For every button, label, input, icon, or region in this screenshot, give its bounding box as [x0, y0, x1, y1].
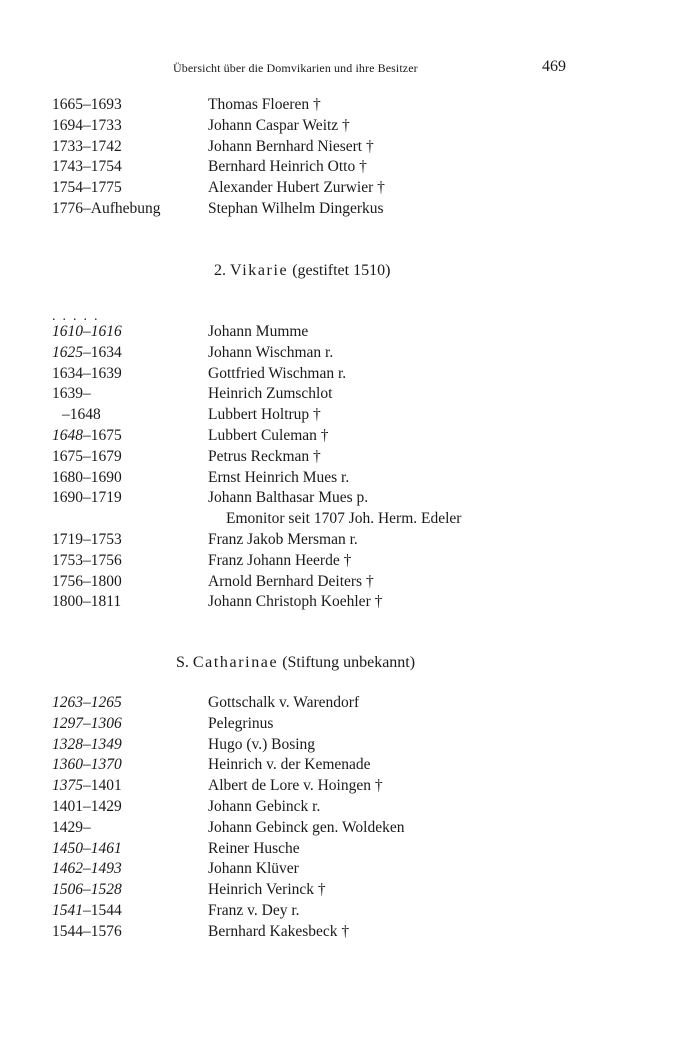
section-heading — [214, 262, 390, 280]
entry-years — [52, 901, 122, 922]
entry-years-text: 1625 — [52, 343, 83, 361]
entry-name: Petrus Reckman † — [208, 447, 321, 465]
list-item — [0, 178, 700, 199]
entry-name: Gottfried Wischman r. — [208, 364, 347, 382]
section-heading — [176, 654, 415, 672]
entry-name: Johann Caspar Weitz † — [208, 116, 350, 134]
section-3-list — [0, 693, 700, 943]
entry-name: Franz Jakob Mersman r. — [208, 530, 358, 548]
list-item — [0, 322, 700, 343]
list-item — [0, 901, 700, 922]
heading-prefix: S. — [176, 654, 193, 671]
entry-years — [52, 776, 122, 797]
list-item-note — [0, 509, 700, 530]
ellipsis-marker: ..... — [52, 309, 105, 324]
entry-name: Arnold Bernhard Deiters † — [208, 572, 374, 590]
entry-years: 1462–1493 — [52, 860, 122, 878]
entry-years: 1610–1616 — [52, 323, 122, 340]
entry-name: Johann Bernhard Niesert † — [208, 137, 374, 155]
heading-suffix: (Stiftung unbekannt) — [278, 654, 416, 671]
entry-years-text: 1375 — [52, 777, 83, 795]
entry-years: 1680–1690 — [52, 468, 122, 486]
page-header — [0, 60, 700, 80]
entry-years: 1401–1429 — [52, 797, 122, 815]
entry-years: 1675–1679 — [52, 447, 122, 465]
entry-years: 1506–1528 — [52, 881, 122, 899]
list-item — [0, 157, 700, 178]
entry-name: Heinrich Verinck † — [208, 881, 326, 899]
entry-name: Lubbert Holtrup † — [208, 406, 321, 424]
entry-name: Lubbert Culeman † — [208, 426, 329, 444]
list-item — [0, 116, 700, 137]
entry-name: Heinrich Zumschlot — [208, 385, 333, 403]
entry-years-end: –1634 — [83, 343, 122, 361]
list-item — [0, 776, 700, 797]
entry-years-text: 1648 — [52, 426, 83, 444]
entry-years: 1544–1576 — [52, 922, 122, 940]
entry-years — [52, 343, 122, 364]
entry-years: 1754–1775 — [52, 179, 122, 197]
entry-years-end: –1544 — [83, 901, 122, 919]
entry-name: Hugo (v.) Bosing — [208, 735, 316, 753]
entry-years-text: 1541 — [52, 901, 83, 919]
list-item — [0, 405, 700, 426]
list-item — [0, 693, 700, 714]
entry-years: 1756–1800 — [52, 572, 122, 590]
entry-name: Albert de Lore v. Hoingen † — [208, 777, 383, 795]
list-item — [0, 447, 700, 468]
section-2-list — [0, 322, 700, 613]
entry-name: Heinrich v. der Kemenade — [208, 756, 371, 774]
entry-name: Johann Balthasar Mues p. — [208, 489, 369, 507]
running-title: Übersicht über die Domvikarien und ihre Besitzer — [173, 61, 418, 75]
entry-name: Johann Gebinck gen. Woldeken — [208, 818, 405, 836]
entry-name: Gottschalk v. Warendorf — [208, 694, 360, 711]
heading-prefix: 2. — [214, 262, 230, 279]
section-1-list — [0, 95, 700, 220]
entry-name: Johann Christoph Koehler † — [208, 593, 383, 611]
list-item — [0, 592, 700, 613]
entry-years: 1776–Aufhebung — [52, 199, 161, 217]
list-item — [0, 572, 700, 593]
entry-years: 1690–1719 — [52, 489, 122, 507]
entry-years: 1665–1693 — [52, 96, 122, 113]
entry-years: 1450–1461 — [52, 839, 122, 857]
entry-name: Bernhard Kakesbeck † — [208, 922, 350, 940]
list-item — [0, 426, 700, 447]
entry-name: Pelegrinus — [208, 714, 274, 732]
list-item — [0, 488, 700, 509]
list-item — [0, 859, 700, 880]
list-item — [0, 735, 700, 756]
entry-years: 1634–1639 — [52, 364, 122, 382]
entry-name: Johann Wischman r. — [208, 343, 334, 361]
entry-years: 1719–1753 — [52, 530, 122, 548]
heading-suffix: (gestiftet 1510) — [288, 262, 391, 279]
list-item — [0, 797, 700, 818]
entry-name: Reiner Husche — [208, 839, 300, 857]
list-item — [0, 199, 700, 220]
entry-name: Ernst Heinrich Mues r. — [208, 468, 350, 486]
entry-note: Emonitor seit 1707 Joh. Herm. Edeler — [226, 510, 462, 528]
list-item — [0, 922, 700, 943]
list-item — [0, 384, 700, 405]
list-item — [0, 880, 700, 901]
entry-name: Alexander Hubert Zurwier † — [208, 179, 385, 197]
list-item — [0, 818, 700, 839]
entry-years — [52, 426, 122, 447]
entry-years: 1733–1742 — [52, 137, 122, 155]
list-item — [0, 343, 700, 364]
entry-name: Franz Johann Heerde † — [208, 551, 352, 569]
entry-years: –1648 — [62, 406, 101, 424]
entry-name: Johann Mumme — [208, 323, 309, 340]
list-item — [0, 95, 700, 116]
heading-spaced: Vikarie — [230, 262, 289, 279]
entry-years: 1639– — [52, 385, 91, 403]
entry-years-end: –1675 — [83, 426, 122, 444]
entry-years: 1360–1370 — [52, 756, 122, 774]
entry-name: Thomas Floeren † — [208, 96, 321, 113]
entry-years: 1743–1754 — [52, 158, 122, 176]
list-item — [0, 364, 700, 385]
entry-name: Franz v. Dey r. — [208, 901, 300, 919]
entry-name: Stephan Wilhelm Dingerkus — [208, 199, 384, 217]
page-number: 469 — [542, 58, 566, 75]
entry-name: Johann Klüver — [208, 860, 299, 878]
list-item — [0, 714, 700, 735]
list-item — [0, 755, 700, 776]
list-item — [0, 468, 700, 489]
entry-years: 1753–1756 — [52, 551, 122, 569]
list-item — [0, 137, 700, 158]
list-item — [0, 530, 700, 551]
entry-years: 1694–1733 — [52, 116, 122, 134]
list-item — [0, 551, 700, 572]
entry-name: Johann Gebinck r. — [208, 797, 321, 815]
list-item — [0, 839, 700, 860]
entry-years: 1429– — [52, 818, 91, 836]
entry-years: 1328–1349 — [52, 735, 122, 753]
entry-name: Bernhard Heinrich Otto † — [208, 158, 367, 176]
entry-years: 1297–1306 — [52, 714, 122, 732]
heading-spaced: Catharinae — [192, 654, 279, 671]
entry-years-end: –1401 — [83, 777, 122, 795]
entry-years: 1800–1811 — [52, 593, 122, 611]
entry-years: 1263–1265 — [52, 694, 122, 711]
